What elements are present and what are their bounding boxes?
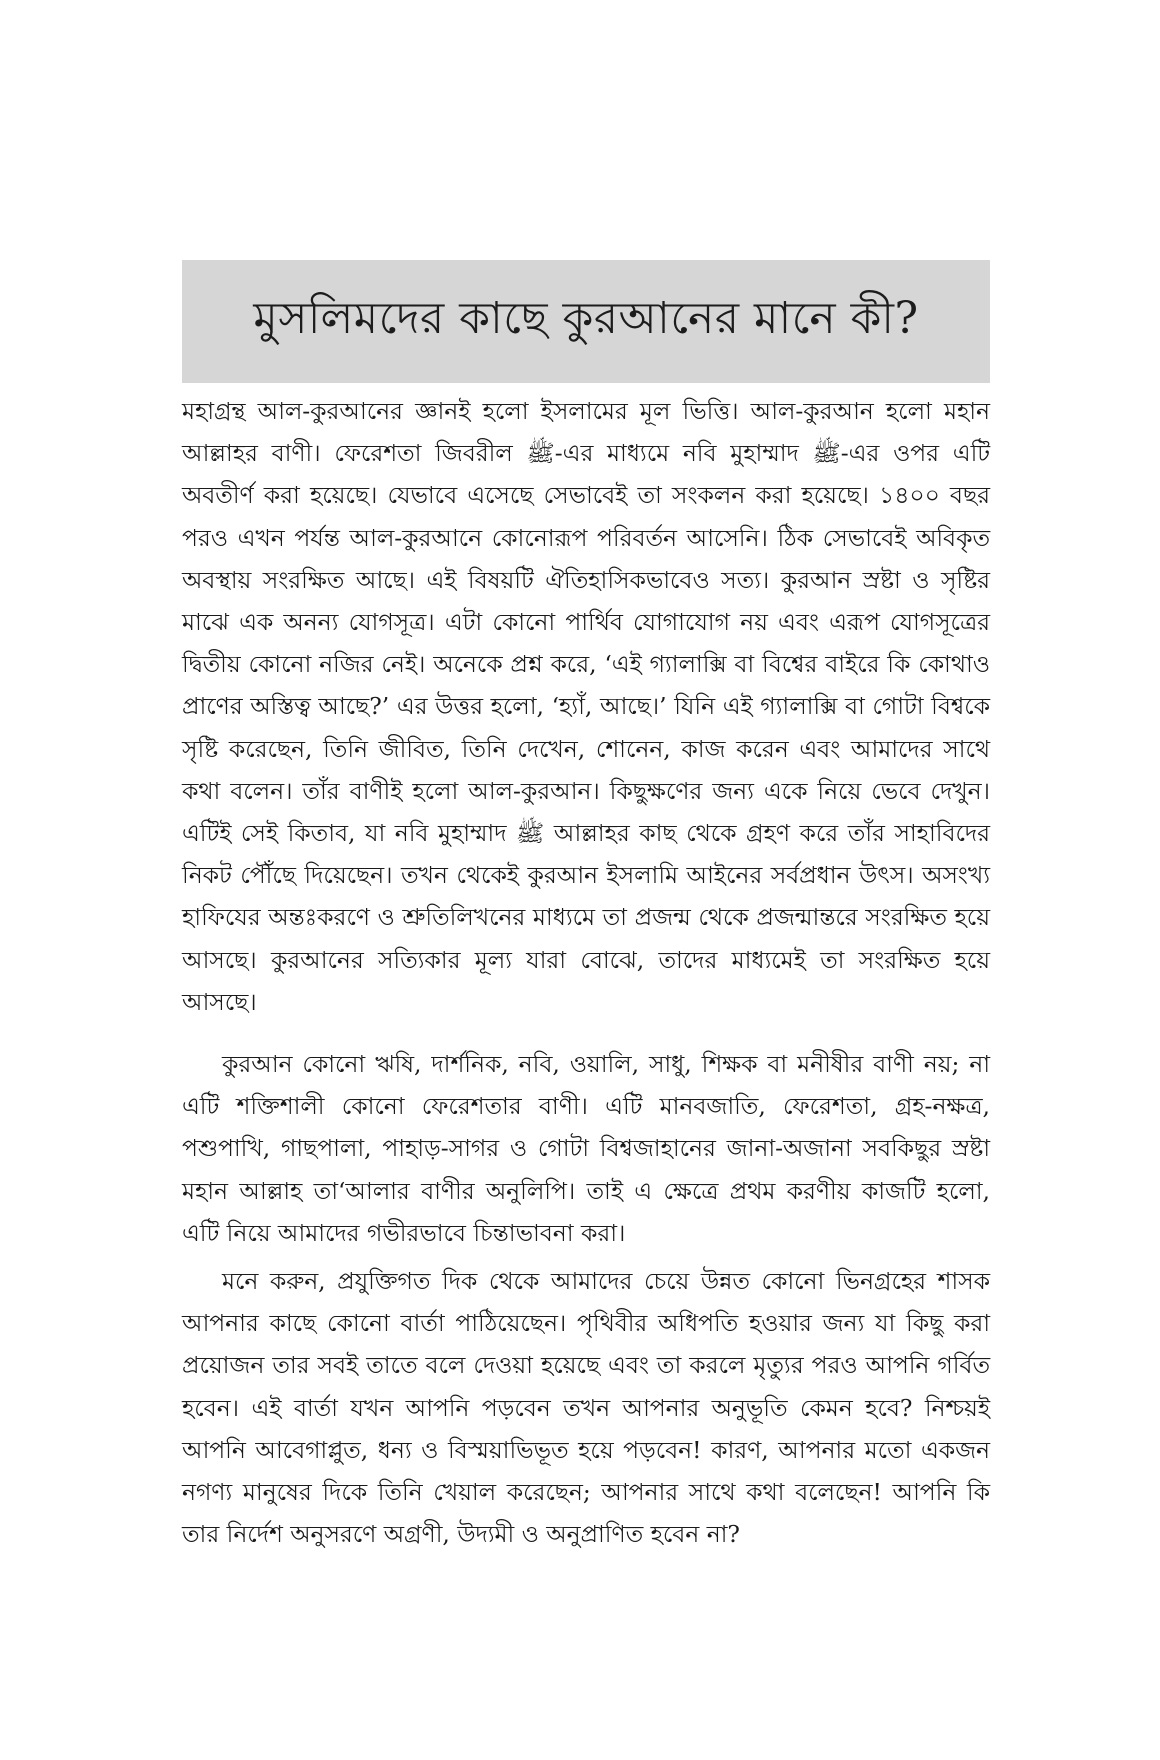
paragraph-3: মনে করুন, প্রযুক্তিগত দিক থেকে আমাদের চেয়ে উন্নত কোনো ভিনগ্রহের শাসক আপনার কাছে কোনো বার্তা পাঠিয়েছেন। পৃথিবীর অধিপতি হওয়ার জন্য যা কিছু করা প্রয়োজন তার সবই তাতে বলে দেওয়া হয়েছে এবং তা করলে মৃত্যুর পরও আপনি গর্বিত হবেন। এই বার্তা যখন আপনি পড়বেন তখন আপনার অনুভূতি কেমন হবে? নিশ্চয়ই আপনি আবেগাপ্লুত, ধন্য ও বিস্ময়াভিভূত হয়ে পড়বেন! কারণ, আপনার মতো একজন নগণ্য মানুষের দিকে তিনি খেয়াল করেছেন; আপনার সাথে কথা বলেছেন! আপনি কি তার নির্দেশ অনুসরণে অগ্রণী, উদ্যমী ও অনুপ্রাণিত হবেন না?	[182, 1267, 990, 1549]
paragraph-1: মহাগ্রন্থ আল-কুরআনের জ্ঞানই হলো ইসলামের মূল ভিত্তি। আল-কুরআন হলো মহান আল্লাহর বাণী। ফেরেশতা জিবরীল ﷺ-এর মাধ্যমে নবি মুহাম্মাদ ﷺ-এর ওপর এটি অবতীর্ণ করা হয়েছে। যেভাবে এসেছে সেভাবেই তা সংকলন করা হয়েছে। ১৪০০ বছর পরও এখন পর্যন্ত আল-কুরআনে কোনোরূপ পরিবর্তন আসেনি। ঠিক সেভাবেই অবিকৃত অবস্থায় সংরক্ষিত আছে। এই বিষয়টি ঐতিহাসিকভাবেও সত্য। কুরআন স্রষ্টা ও সৃষ্টির মাঝে এক অনন্য যোগসূত্র। এটা কোনো পার্থিব যোগাযোগ নয় এবং এরূপ যোগসূত্রের দ্বিতীয় কোনো নজির নেই। অনেকে প্রশ্ন করে, ‘এই গ্যালাক্সি বা বিশ্বের বাইরে কি কোথাও প্রাণের অস্তিত্ব আছে?’ এর উত্তর হলো, ‘হ্যাঁ, আছে।’ যিনি এই গ্যালাক্সি বা গোটা বিশ্বকে সৃষ্টি করেছেন, তিনি জীবিত, তিনি দেখেন, শোনেন, কাজ করেন এবং আমাদের সাথে কথা বলেন। তাঁর বাণীই হলো আল-কুরআন। কিছুক্ষণের জন্য একে নিয়ে ভেবে দেখুন। এটিই সেই কিতাব, যা নবি মুহাম্মাদ ﷺ আল্লাহর কাছ থেকে গ্রহণ করে তাঁর সাহাবিদের নিকট পৌঁছে দিয়েছেন। তখন থেকেই কুরআন ইসলামি আইনের সর্বপ্রধান উৎস। অসংখ্য হাফিযের অন্তঃকরণে ও শ্রুতিলিখনের মাধ্যমে তা প্রজন্ম থেকে প্রজন্মান্তরে সংরক্ষিত হয়ে আসছে। কুরআনের সত্যিকার মূল্য যারা বোঝে, তাদের মাধ্যমেই তা সংরক্ষিত হয়ে আসছে।	[182, 397, 991, 1016]
title-banner	[182, 260, 990, 383]
body-text	[182, 390, 990, 1555]
page-title: মুসলিমদের কাছে কুরআনের মানে কী?	[253, 293, 919, 344]
paragraph-2: কুরআন কোনো ঋষি, দার্শনিক, নবি, ওয়ালি, সাধু, শিক্ষক বা মনীষীর বাণী নয়; না এটি শক্তিশালী কোনো ফেরেশতার বাণী। এটি মানবজাতি, ফেরেশতা, গ্রহ-নক্ষত্র, পশুপাখি, গাছপালা, পাহাড়-সাগর ও গোটা বিশ্বজাহানের জানা-অজানা সবকিছুর স্রষ্টা মহান আল্লাহ তা‘আলার বাণীর অনুলিপি। তাই এ ক্ষেত্রে প্রথম করণীয় কাজটি হলো, এটি নিয়ে আমাদের গভীরভাবে চিন্তাভাবনা করা।	[182, 1050, 990, 1247]
